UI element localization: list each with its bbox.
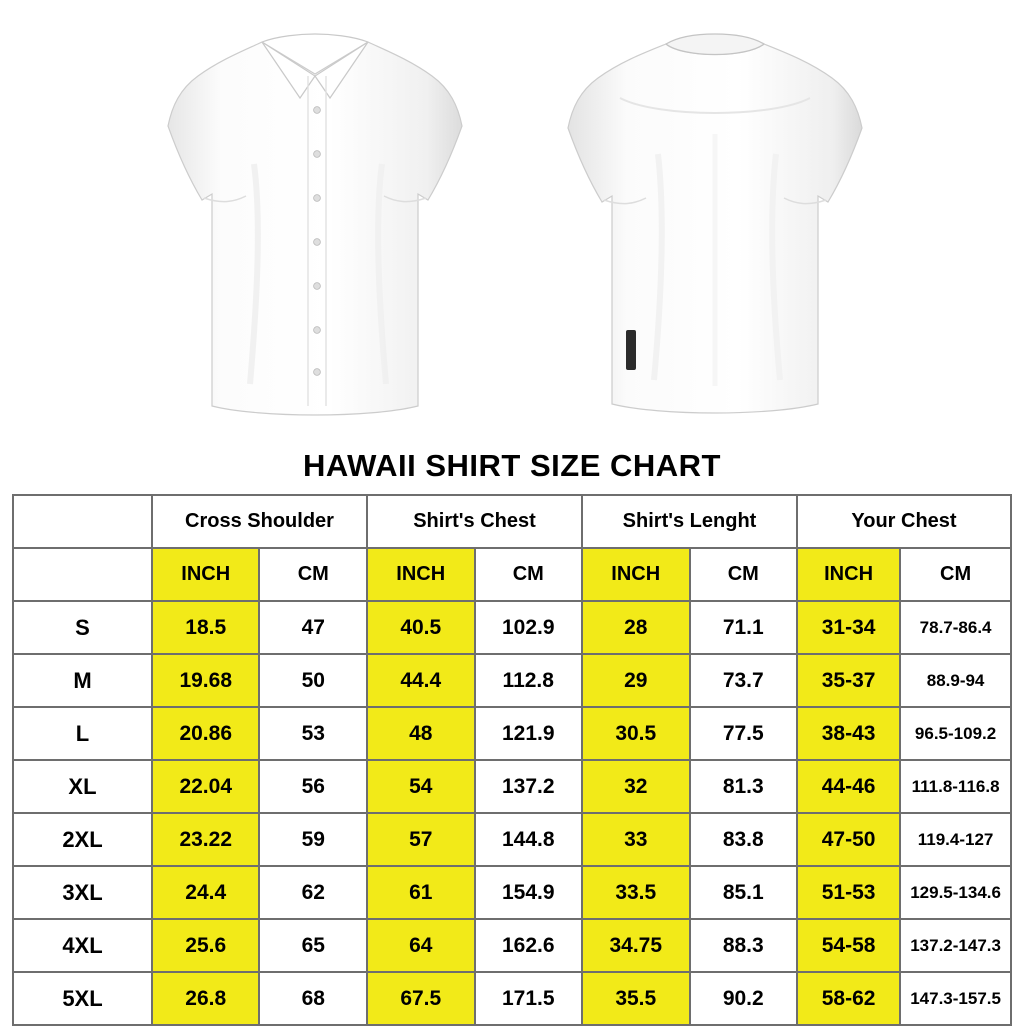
cell-length-inch: 33.5 <box>582 866 690 919</box>
cell-your-chest-inch: 51-53 <box>797 866 900 919</box>
unit-header-cross-shoulder-cm: CM <box>259 548 367 601</box>
cell-length-cm: 71.1 <box>690 601 798 654</box>
row-size-label: M <box>13 654 152 707</box>
cell-length-cm: 77.5 <box>690 707 798 760</box>
cell-cross-shoulder-inch: 22.04 <box>152 760 260 813</box>
size-chart-table <box>12 494 1012 1026</box>
table-row <box>13 866 1011 919</box>
row-size-label: 3XL <box>13 866 152 919</box>
table-row <box>13 813 1011 866</box>
group-header-shirts-chest: Shirt's Chest <box>367 495 582 548</box>
cell-length-cm: 83.8 <box>690 813 798 866</box>
cell-chest-inch: 67.5 <box>367 972 475 1025</box>
cell-cross-shoulder-inch: 19.68 <box>152 654 260 707</box>
shirt-illustrations <box>0 0 1024 448</box>
cell-length-inch: 33 <box>582 813 690 866</box>
cell-chest-inch: 57 <box>367 813 475 866</box>
cell-length-inch: 28 <box>582 601 690 654</box>
cell-your-chest-cm: 119.4-127 <box>900 813 1011 866</box>
cell-chest-cm: 102.9 <box>475 601 583 654</box>
group-header-your-chest: Your Chest <box>797 495 1011 548</box>
cell-cross-shoulder-inch: 20.86 <box>152 707 260 760</box>
cell-your-chest-cm: 129.5-134.6 <box>900 866 1011 919</box>
size-table-container <box>0 494 1024 1026</box>
cell-length-cm: 88.3 <box>690 919 798 972</box>
cell-cross-shoulder-cm: 47 <box>259 601 367 654</box>
unit-header-row <box>13 548 1011 601</box>
cell-cross-shoulder-inch: 25.6 <box>152 919 260 972</box>
cell-cross-shoulder-cm: 53 <box>259 707 367 760</box>
cell-cross-shoulder-cm: 59 <box>259 813 367 866</box>
cell-your-chest-cm: 111.8-116.8 <box>900 760 1011 813</box>
cell-chest-inch: 44.4 <box>367 654 475 707</box>
unit-header-chest-cm: CM <box>475 548 583 601</box>
row-size-label: S <box>13 601 152 654</box>
row-size-label: 2XL <box>13 813 152 866</box>
cell-your-chest-cm: 147.3-157.5 <box>900 972 1011 1025</box>
unit-header-your-chest-inch: INCH <box>797 548 900 601</box>
cell-length-inch: 29 <box>582 654 690 707</box>
cell-length-inch: 34.75 <box>582 919 690 972</box>
unit-header-cross-shoulder-inch: INCH <box>152 548 260 601</box>
table-row <box>13 972 1011 1025</box>
cell-length-cm: 81.3 <box>690 760 798 813</box>
shirt-front-illustration <box>150 14 480 434</box>
cell-cross-shoulder-inch: 24.4 <box>152 866 260 919</box>
cell-chest-cm: 154.9 <box>475 866 583 919</box>
cell-your-chest-inch: 35-37 <box>797 654 900 707</box>
shirt-back-illustration <box>548 14 878 434</box>
cell-length-inch: 35.5 <box>582 972 690 1025</box>
cell-cross-shoulder-inch: 26.8 <box>152 972 260 1025</box>
cell-cross-shoulder-inch: 18.5 <box>152 601 260 654</box>
cell-chest-inch: 61 <box>367 866 475 919</box>
unit-header-chest-inch: INCH <box>367 548 475 601</box>
cell-your-chest-cm: 96.5-109.2 <box>900 707 1011 760</box>
cell-chest-cm: 121.9 <box>475 707 583 760</box>
cell-your-chest-inch: 38-43 <box>797 707 900 760</box>
group-header-shirts-length: Shirt's Lenght <box>582 495 797 548</box>
cell-length-cm: 85.1 <box>690 866 798 919</box>
cell-your-chest-inch: 47-50 <box>797 813 900 866</box>
table-row <box>13 707 1011 760</box>
row-size-label: L <box>13 707 152 760</box>
group-header-cross-shoulder: Cross Shoulder <box>152 495 367 548</box>
page-title: HAWAII SHIRT SIZE CHART <box>303 448 721 483</box>
cell-chest-cm: 112.8 <box>475 654 583 707</box>
cell-your-chest-inch: 58-62 <box>797 972 900 1025</box>
cell-chest-inch: 54 <box>367 760 475 813</box>
cell-cross-shoulder-inch: 23.22 <box>152 813 260 866</box>
cell-chest-cm: 162.6 <box>475 919 583 972</box>
cell-cross-shoulder-cm: 56 <box>259 760 367 813</box>
cell-chest-inch: 40.5 <box>367 601 475 654</box>
cell-chest-inch: 48 <box>367 707 475 760</box>
cell-your-chest-cm: 78.7-86.4 <box>900 601 1011 654</box>
cell-chest-cm: 137.2 <box>475 760 583 813</box>
cell-cross-shoulder-cm: 62 <box>259 866 367 919</box>
cell-your-chest-cm: 137.2-147.3 <box>900 919 1011 972</box>
cell-length-inch: 30.5 <box>582 707 690 760</box>
unit-header-length-inch: INCH <box>582 548 690 601</box>
cell-your-chest-inch: 54-58 <box>797 919 900 972</box>
unit-header-your-chest-cm: CM <box>900 548 1011 601</box>
table-row <box>13 760 1011 813</box>
corner-cell <box>13 495 152 548</box>
row-size-label: XL <box>13 760 152 813</box>
cell-cross-shoulder-cm: 65 <box>259 919 367 972</box>
row-size-label: 4XL <box>13 919 152 972</box>
unit-header-length-cm: CM <box>690 548 798 601</box>
cell-cross-shoulder-cm: 68 <box>259 972 367 1025</box>
table-row <box>13 919 1011 972</box>
table-row <box>13 654 1011 707</box>
group-header-row <box>13 495 1011 548</box>
cell-cross-shoulder-cm: 50 <box>259 654 367 707</box>
cell-chest-cm: 144.8 <box>475 813 583 866</box>
cell-chest-inch: 64 <box>367 919 475 972</box>
cell-length-cm: 73.7 <box>690 654 798 707</box>
cell-length-cm: 90.2 <box>690 972 798 1025</box>
cell-your-chest-inch: 44-46 <box>797 760 900 813</box>
cell-chest-cm: 171.5 <box>475 972 583 1025</box>
table-row <box>13 601 1011 654</box>
cell-your-chest-inch: 31-34 <box>797 601 900 654</box>
unit-corner-cell <box>13 548 152 601</box>
row-size-label: 5XL <box>13 972 152 1025</box>
cell-length-inch: 32 <box>582 760 690 813</box>
cell-your-chest-cm: 88.9-94 <box>900 654 1011 707</box>
